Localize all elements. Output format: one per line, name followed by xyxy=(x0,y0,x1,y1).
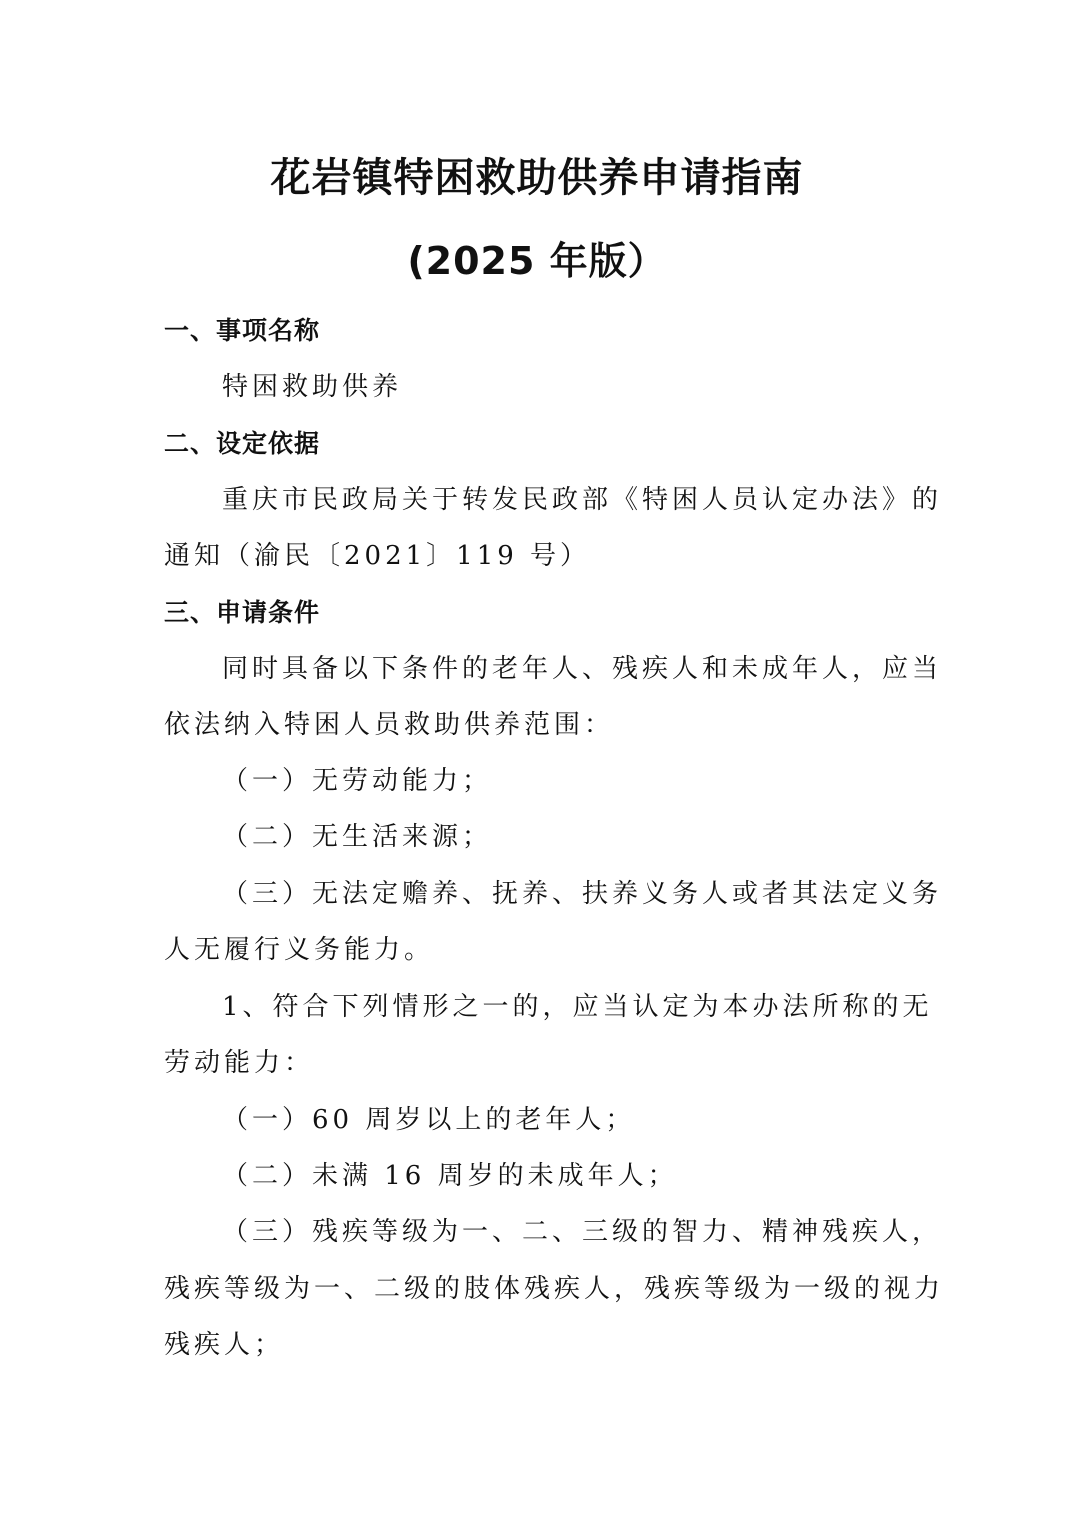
conditions-line: 同时具备以下条件的老年人、残疾人和未成年人，应当 xyxy=(222,654,943,684)
document-edition: (2025 年版） xyxy=(407,239,667,283)
condition-item-continued: 人无履行义务能力。 xyxy=(164,935,435,965)
section-heading-conditions: 三、申请条件 xyxy=(164,598,321,627)
item-name-text: 特困救助供养 xyxy=(222,372,403,402)
criteria-item: （三）残疾等级为一、二、三级的智力、精神残疾人， xyxy=(222,1217,943,1247)
condition-item: （一）无劳动能力； xyxy=(222,766,493,796)
criteria-item: （一）60 周岁以上的老年人； xyxy=(222,1105,636,1135)
conditions-line: 依法纳入特困人员救助供养范围： xyxy=(164,710,615,740)
criteria-item-continued: 残疾等级为一、二级的肢体残疾人，残疾等级为一级的视力 xyxy=(164,1274,945,1304)
section-heading-legal-basis: 二、设定依据 xyxy=(164,429,321,458)
criteria-intro-continued: 劳动能力： xyxy=(164,1048,315,1078)
section-heading-item-name: 一、事项名称 xyxy=(164,316,321,345)
criteria-item: （二）未满 16 周岁的未成年人； xyxy=(222,1161,678,1191)
criteria-intro: 1、符合下列情形之一的，应当认定为本办法所称的无 xyxy=(222,992,933,1022)
document-title: 花岩镇特困救助供养申请指南 xyxy=(270,155,804,201)
criteria-item-continued: 残疾人； xyxy=(164,1330,285,1360)
condition-item: （二）无生活来源； xyxy=(222,822,493,852)
legal-basis-line: 重庆市民政局关于转发民政部《特困人员认定办法》的 xyxy=(222,485,943,515)
condition-item: （三）无法定赡养、抚养、扶养义务人或者其法定义务 xyxy=(222,879,943,909)
legal-basis-line: 通知（渝民〔2021〕119 号） xyxy=(164,541,591,571)
